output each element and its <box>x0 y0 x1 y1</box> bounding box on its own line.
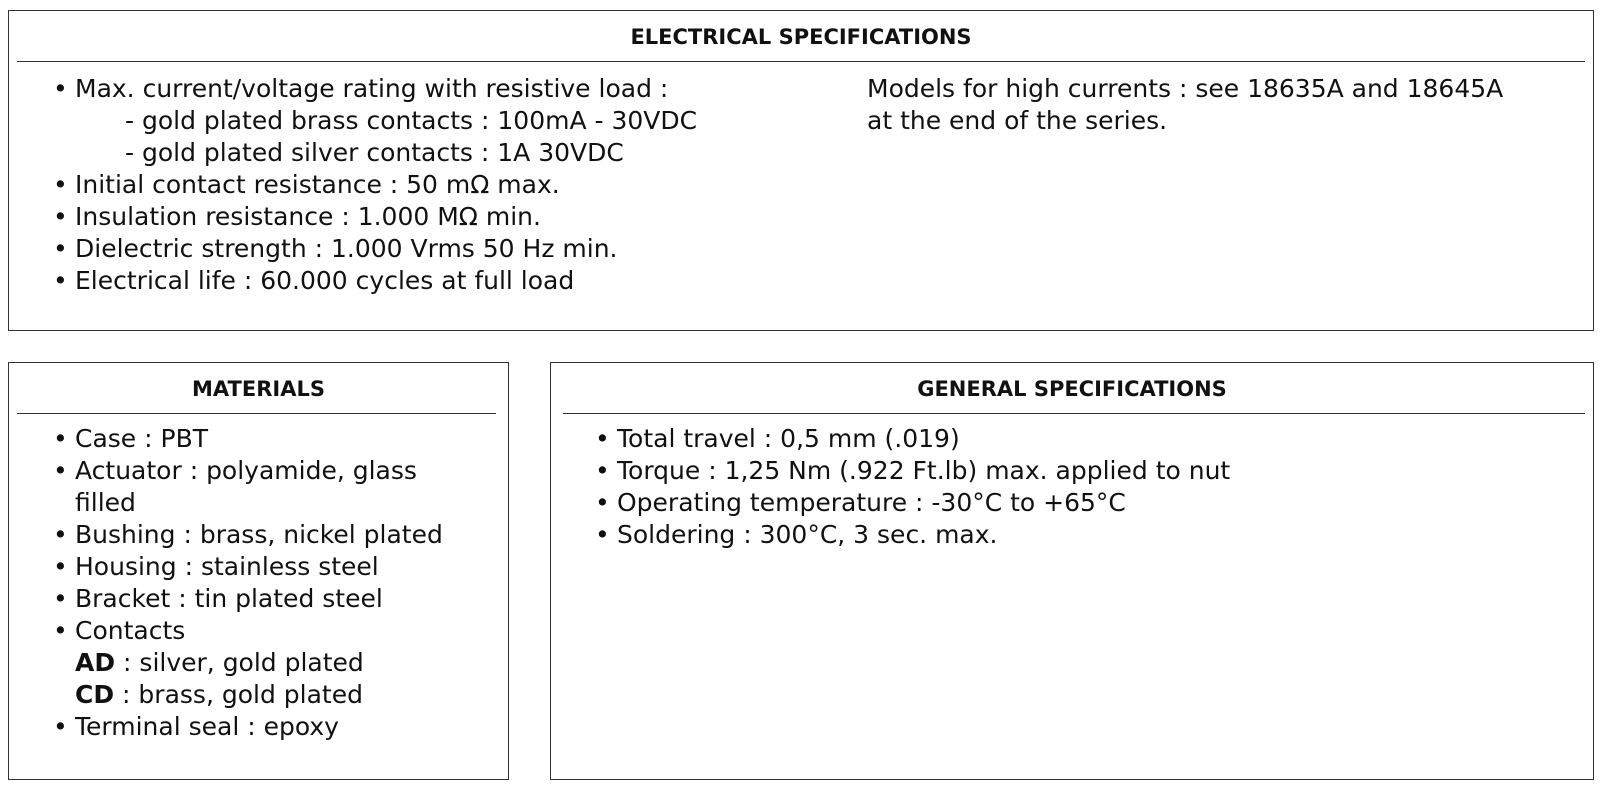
bushing-text: Bushing : brass, nickel plated <box>75 520 443 549</box>
bullet-icon: • <box>53 424 68 453</box>
silver-contacts-rating: - gold plated silver contacts : 1A 30VDC <box>125 138 624 167</box>
housing-text: Housing : stainless steel <box>75 552 379 581</box>
materials-title-rule <box>17 413 496 414</box>
list-item <box>595 487 1230 519</box>
list-item <box>53 487 443 519</box>
electrical-title-rule <box>17 61 1585 62</box>
bullet-icon: • <box>53 456 68 485</box>
bullet-icon: • <box>53 616 68 645</box>
electrical-specifications-panel <box>8 10 1594 331</box>
actuator-text: Actuator : polyamide, glass <box>75 456 417 485</box>
bullet-icon: • <box>595 456 610 485</box>
case-text: Case : PBT <box>75 424 208 453</box>
models-note-line-2: at the end of the series. <box>867 106 1168 135</box>
list-item <box>53 169 697 201</box>
list-item <box>53 551 443 583</box>
list-item <box>595 455 1230 487</box>
list-item <box>595 423 1230 455</box>
operating-temperature-text: Operating temperature : -30°C to +65°C <box>617 488 1126 517</box>
brass-contacts-rating: - gold plated brass contacts : 100mA - 30VDC <box>125 106 698 135</box>
list-item <box>53 711 443 743</box>
list-item <box>53 105 697 137</box>
electrical-life-text: Electrical life : 60.000 cycles at full load <box>75 266 575 295</box>
list-item <box>53 679 443 711</box>
ad-description: : silver, gold plated <box>115 648 364 677</box>
bullet-icon: • <box>53 170 68 199</box>
list-item <box>53 137 697 169</box>
contact-resistance-text: Initial contact resistance : 50 mΩ max. <box>75 170 560 199</box>
ad-code: AD <box>75 648 116 677</box>
materials-list <box>53 423 443 743</box>
total-travel-text: Total travel : 0,5 mm (.019) <box>617 424 960 453</box>
list-item <box>53 265 697 297</box>
general-specifications-panel <box>550 362 1594 780</box>
bullet-icon: • <box>595 488 610 517</box>
bracket-text: Bracket : tin plated steel <box>75 584 383 613</box>
bullet-icon: • <box>595 520 610 549</box>
list-item <box>53 647 443 679</box>
list-item <box>53 583 443 615</box>
general-spec-list <box>595 423 1230 551</box>
high-current-models-note <box>867 73 1503 137</box>
max-rating-text: Max. current/voltage rating with resistive load : <box>75 74 669 103</box>
list-item <box>53 201 697 233</box>
cd-description: : brass, gold plated <box>114 680 363 709</box>
electrical-spec-list <box>53 73 697 297</box>
general-title-rule <box>563 413 1585 414</box>
torque-text: Torque : 1,25 Nm (.922 Ft.lb) max. applied to nut <box>617 456 1231 485</box>
general-specifications-title: GENERAL SPECIFICATIONS <box>917 377 1227 401</box>
list-item <box>595 519 1230 551</box>
contacts-text: Contacts <box>75 616 186 645</box>
bullet-icon: • <box>53 202 68 231</box>
list-item <box>53 73 697 105</box>
bullet-icon: • <box>53 712 68 741</box>
list-item <box>53 233 697 265</box>
models-note-line-1: Models for high currents : see 18635A and 18645A <box>867 74 1504 103</box>
list-item <box>53 423 443 455</box>
materials-panel <box>8 362 509 780</box>
insulation-resistance-text: Insulation resistance : 1.000 MΩ min. <box>75 202 541 231</box>
soldering-text: Soldering : 300°C, 3 sec. max. <box>617 520 998 549</box>
bullet-icon: • <box>53 584 68 613</box>
bullet-icon: • <box>53 552 68 581</box>
dielectric-strength-text: Dielectric strength : 1.000 Vrms 50 Hz min. <box>75 234 618 263</box>
actuator-text-continued: filled <box>75 488 136 517</box>
bullet-icon: • <box>53 266 68 295</box>
bullet-icon: • <box>53 234 68 263</box>
list-item <box>53 615 443 647</box>
electrical-specifications-title: ELECTRICAL SPECIFICATIONS <box>630 25 972 49</box>
bullet-icon: • <box>595 424 610 453</box>
terminal-seal-text: Terminal seal : epoxy <box>75 712 339 741</box>
bullet-icon: • <box>53 520 68 549</box>
list-item <box>53 455 443 487</box>
list-item <box>53 519 443 551</box>
materials-title: MATERIALS <box>192 377 325 401</box>
cd-code: CD <box>75 680 115 709</box>
bullet-icon: • <box>53 74 68 103</box>
